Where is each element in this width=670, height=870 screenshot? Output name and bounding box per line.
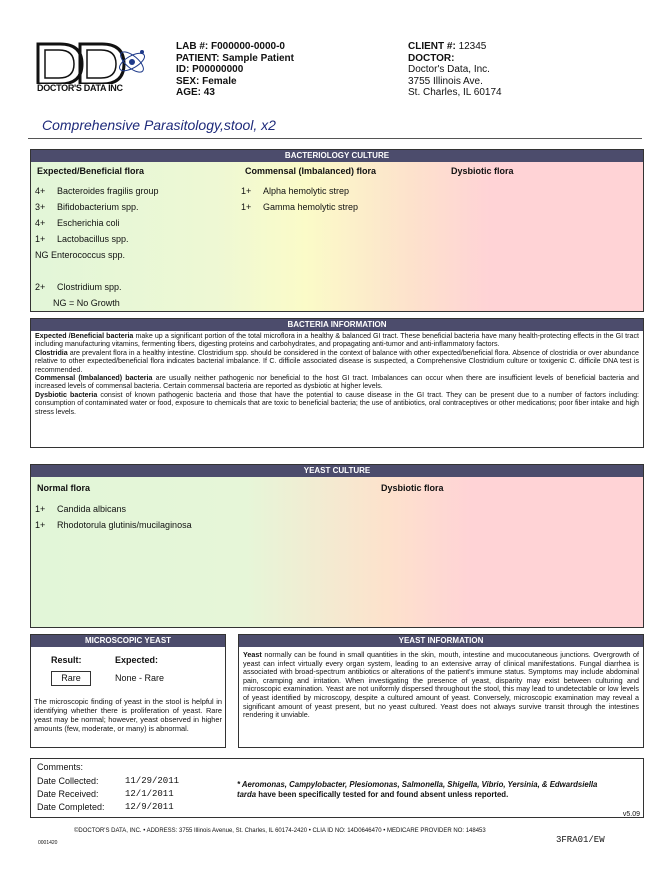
sex-label: SEX: [176,75,200,87]
report-title: Comprehensive Parasitology,stool, x2 [42,117,276,133]
patient-info [176,41,294,99]
yeast-culture-bar: YEAST CULTURE [31,465,643,477]
bacteria-information-section [30,318,644,448]
version-label: v5.09 [622,811,640,818]
doctor-name: Doctor's Data, Inc. [408,64,490,76]
bacteria-info-bar: BACTERIA INFORMATION [31,319,643,331]
patient-age: 43 [203,87,215,99]
date-completed-label: Date Completed: [37,802,105,812]
doctors-data-logo [34,38,156,96]
title-rule [28,138,642,139]
dates-values [125,775,179,814]
date-completed: 12/9/2011 [125,802,174,812]
normal-flora-list [35,501,192,533]
list-item: NG Enterococcus spp. [35,250,126,260]
result-value: Rare [51,671,91,686]
result-label: Result: [51,655,82,665]
list-item: 4+ Escherichia coli [35,218,120,228]
list-item: 2+ Clostridium spp. [35,282,122,292]
doctor-address-2: St. Charles, IL 60174 [408,87,502,99]
comments-section [30,758,644,818]
list-item: 1+ Candida albicans [35,504,127,514]
list-item: 1+ Rhodotorula glutinis/mucilaginosa [35,520,192,530]
footer-text: ©DOCTOR'S DATA, INC. • ADDRESS: 3755 Illinois Avenue, St. Charles, IL 60174-2420 • CLIA ID NO: 14D0646470 • MEDICARE PROVIDER NO: 148453 [74,828,486,834]
date-received-label: Date Received: [37,789,99,799]
yeast-information-section [238,634,644,748]
lab-label: LAB #: [176,41,209,52]
list-item: 1+ Gamma hemolytic strep [241,202,359,212]
dysbiotic-flora-heading: Dysbiotic flora [451,166,514,176]
microscopic-yeast-text: The microscopic finding of yeast in the stool is helpful in identifying whether there is proliferation of yeast. Rare yeast may be normal; however, yeast observed in higher amounts (few, moderate, or many) is abnormal. [34,697,222,733]
client-info [408,41,502,99]
client-number: 12345 [458,41,487,52]
normal-flora-heading: Normal flora [37,483,91,493]
microscopic-yeast-section [30,634,226,748]
patient-label: PATIENT: [176,52,220,64]
patient-id: P00000000 [192,64,244,76]
expected-flora-list [35,183,159,311]
absent-organisms-note: * Aeromonas, Campylobacter, Plesiomonas, Salmonella, Shigella, Vibrio, Yersinia, & Edwardsiella tarda have been specifically tested for and found absent unless reported. [237,780,598,799]
expected-label: Expected: [115,655,159,665]
list-item: 3+ Bifidobacterium spp. [35,202,139,212]
comments-label: Comments: [37,762,84,772]
doctor-label: DOCTOR: [408,52,455,64]
yeast-info-bar: YEAST INFORMATION [239,635,643,647]
date-collected-label: Date Collected: [37,776,99,786]
date-collected: 11/29/2011 [125,776,180,786]
footer-code: 3FRA01/EW [556,835,605,845]
commensal-flora-heading: Commensal (Imbalanced) flora [245,166,377,176]
bacteriology-culture-section [30,149,644,312]
commensal-flora-list [241,183,358,215]
patient-name: Sample Patient [222,52,294,64]
lab-number: F000000-0000-0 [211,41,285,52]
bacteriology-body [31,162,643,311]
footer-small-code: 0001420 [38,840,58,846]
bacteria-info-text: Expected /Beneficial bacteria make up a significant portion of the total microflora in a healthy & balanced GI tract. These beneficial bacteria have many health-protecting effects in the GI tract including manufacturing vitamins, fermenting fibers, digesting proteins and carbohydrates, and propagating anti-tumor and anti-inflammatory factors. Clostridia are prevalent flora in a healthy intestine. Clostridium spp. should be considered in the context of balance with other expected/beneficial flora. Absence of clostridia or over abundance relative to other expected/beneficial flora indicates bacterial imbalance. If C. difficile associated disease is suspected, a Comprehensive Clostridium culture or toxigenic C. difficile DNA test is recommended. Commensal (Imbalanced) bacteria are usually neither pathogenic nor beneficial to the host GI tract. Imbalances can occur when there are insufficient levels of beneficial bacteria and increased levels of commensal bacteria. Certain commensal bacteria are reported as dysbiotic at higher levels. Dysbiotic bacteria consist of known pathogenic bacteria and those that have the potential to cause disease in the GI tract. They can be present due to a number of factors including: consumption of contaminated water or food, exposure to chemicals that are toxic to beneficial bacteria; the use of antibiotics, oral contraceptives or other medications; poor fiber intake and high stress levels. [35,332,639,416]
microscopic-yeast-bar: MICROSCOPIC YEAST [31,635,225,647]
list-item: 4+ Bacteroides fragilis group [35,186,159,196]
age-label: AGE: [176,87,201,99]
doctor-address-1: 3755 Illinois Ave. [408,75,483,87]
logo-text: DOCTOR'S DATA INC [37,83,123,93]
patient-sex: Female [202,75,237,87]
bacteriology-bar: BACTERIOLOGY CULTURE [31,150,643,162]
ng-legend: NG = No Growth [53,298,120,308]
yeast-culture-body [31,477,643,627]
yeast-dysbiotic-heading: Dysbiotic flora [381,483,444,493]
dates-labels [37,775,105,814]
id-label: ID: [176,64,190,76]
list-item: 1+ Lactobacillus spp. [35,234,129,244]
client-label: CLIENT #: [408,41,456,52]
expected-value: None - Rare [115,673,165,683]
expected-flora-heading: Expected/Beneficial flora [37,166,145,176]
date-received: 12/1/2011 [125,789,174,799]
list-item: 1+ Alpha hemolytic strep [241,186,350,196]
yeast-info-text: Yeast normally can be found in small quantities in the skin, mouth, intestine and mucocutaneous junctions. Overgrowth of yeast can infect virtually every organ system, leading to an extensive array of clinical manifestations. Fungal diarrhea is associated with broad-spectrum antibiotics or alterations of the patient's immune status. Symptoms may include abdominal pain, cramping and irritation. When investigating the presence of yeast, disparity may exist between culturing and microscopic examination. Yeast are not uniformly dispersed throughout the stool, this may lead to undetectable or low levels of yeast identified by microscopy, despite a cultured amount of yeast. Conversely, microscopic examination may reveal a significant amount of yeast present, but no yeast cultured. Yeast does not always survive transit through the intestines rendering it unviable. [243,650,639,720]
yeast-culture-section [30,464,644,628]
